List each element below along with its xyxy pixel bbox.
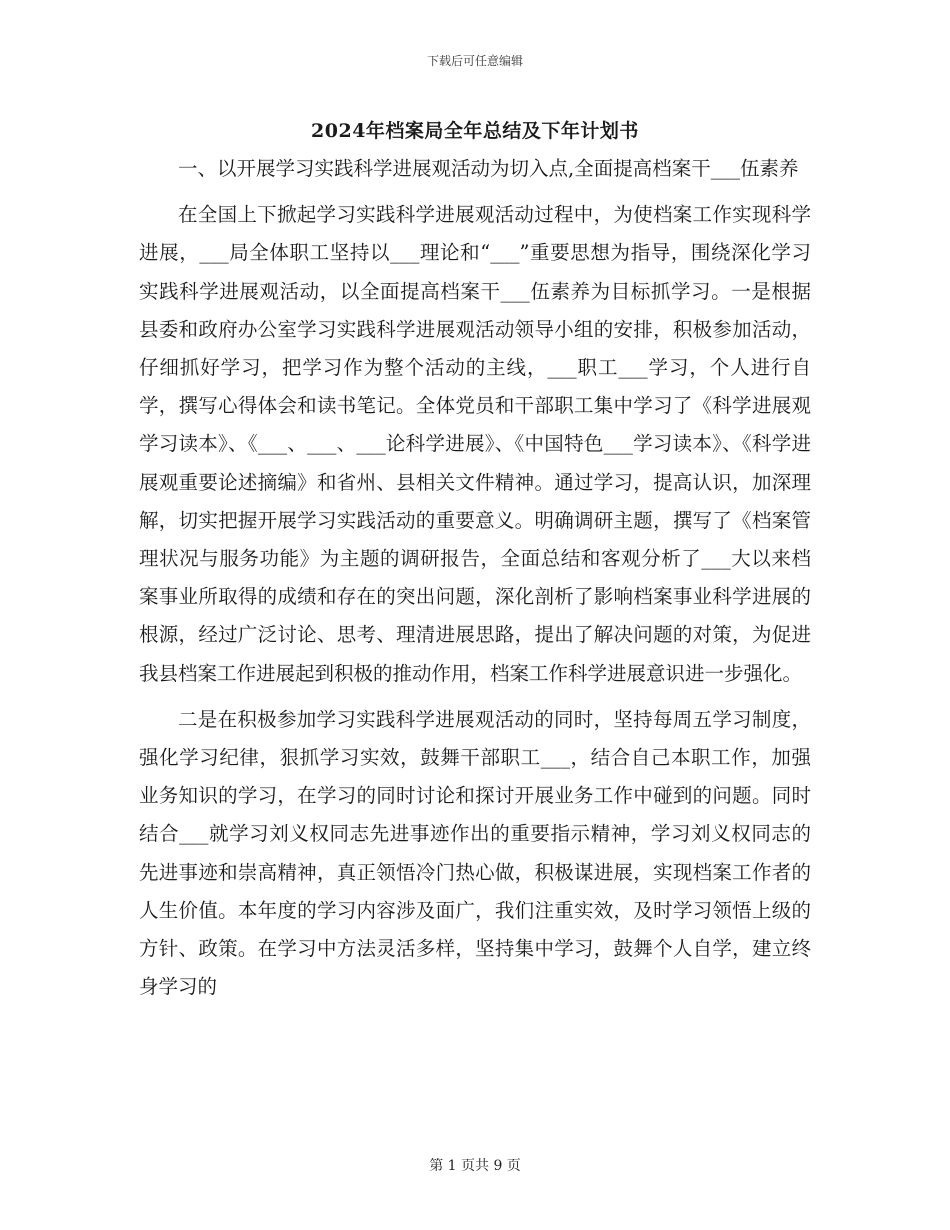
- document-title: 2024年档案局全年总结及下年计划书: [311, 120, 639, 142]
- page-number-footer: 第 1 页共 9 页: [429, 1158, 521, 1174]
- section-heading-paragraph: 一、以开展学习实践科学进展观活动为切入点,全面提高档案干___伍素养: [178, 157, 799, 180]
- body-paragraph: 在全国上下掀起学习实践科学进展观活动过程中，为使档案工作实现科学进展，___局全体职工坚持以___理论和“___”重要思想为指导，围绕深化学习实践科学进展观活动，以全面提高档案干___伍素养为目标抓学习。一是根据县委和政府办公室学习实践科学进展观活动领导小组的安排，积极参加活动，仔细抓好学习，把学习作为整个活动的主线，___职工___学习，个人进行自学，撰写心得体会和读书笔记。全体党员和干部职工集中学习了《科学进展观学习读本》、《___、___、___论科学进展》、《中国特色___学习读本》、《科学进展观重要论述摘编》和省州、县相关文件精神。通过学习，提高认识，加深理解，切实把握开展学习实践活动的重要意义。明确调研主题，撰写了《档案管理状况与服务功能》为主题的调研报告，全面总结和客观分析了___大以来档案事业所取得的成绩和存在的突出问题，深化剖析了影响档案事业科学进展的根源，经过广泛讨论、思考、理清进展思路，提出了解决问题的对策，为促进我县档案工作进展起到积极的推动作用，档案工作科学进展意识进一步强化。: [139, 203, 811, 685]
- page-header-note: 下载后可任意编辑: [426, 54, 523, 68]
- body-paragraph: 二是在积极参加学习实践科学进展观活动的同时，坚持每周五学习制度，强化学习纪律，狠抓学习实效，鼓舞干部职工___，结合自己本职工作，加强业务知识的学习，在学习的同时讨论和探讨开展业务工作中碰到的问题。同时结合___就学习刘义权同志先进事迹作出的重要指示精神，学习刘义权同志的先进事迹和崇高精神，真正领悟冷门热心做，积极谋进展，实现档案工作者的人生价值。本年度的学习内容涉及面广，我们注重实效，及时学习领悟上级的方针、政策。在学习中方法灵活多样，坚持集中学习，鼓舞个人自学，建立终身学习的: [139, 707, 811, 999]
- document-body: [139, 150, 811, 1006]
